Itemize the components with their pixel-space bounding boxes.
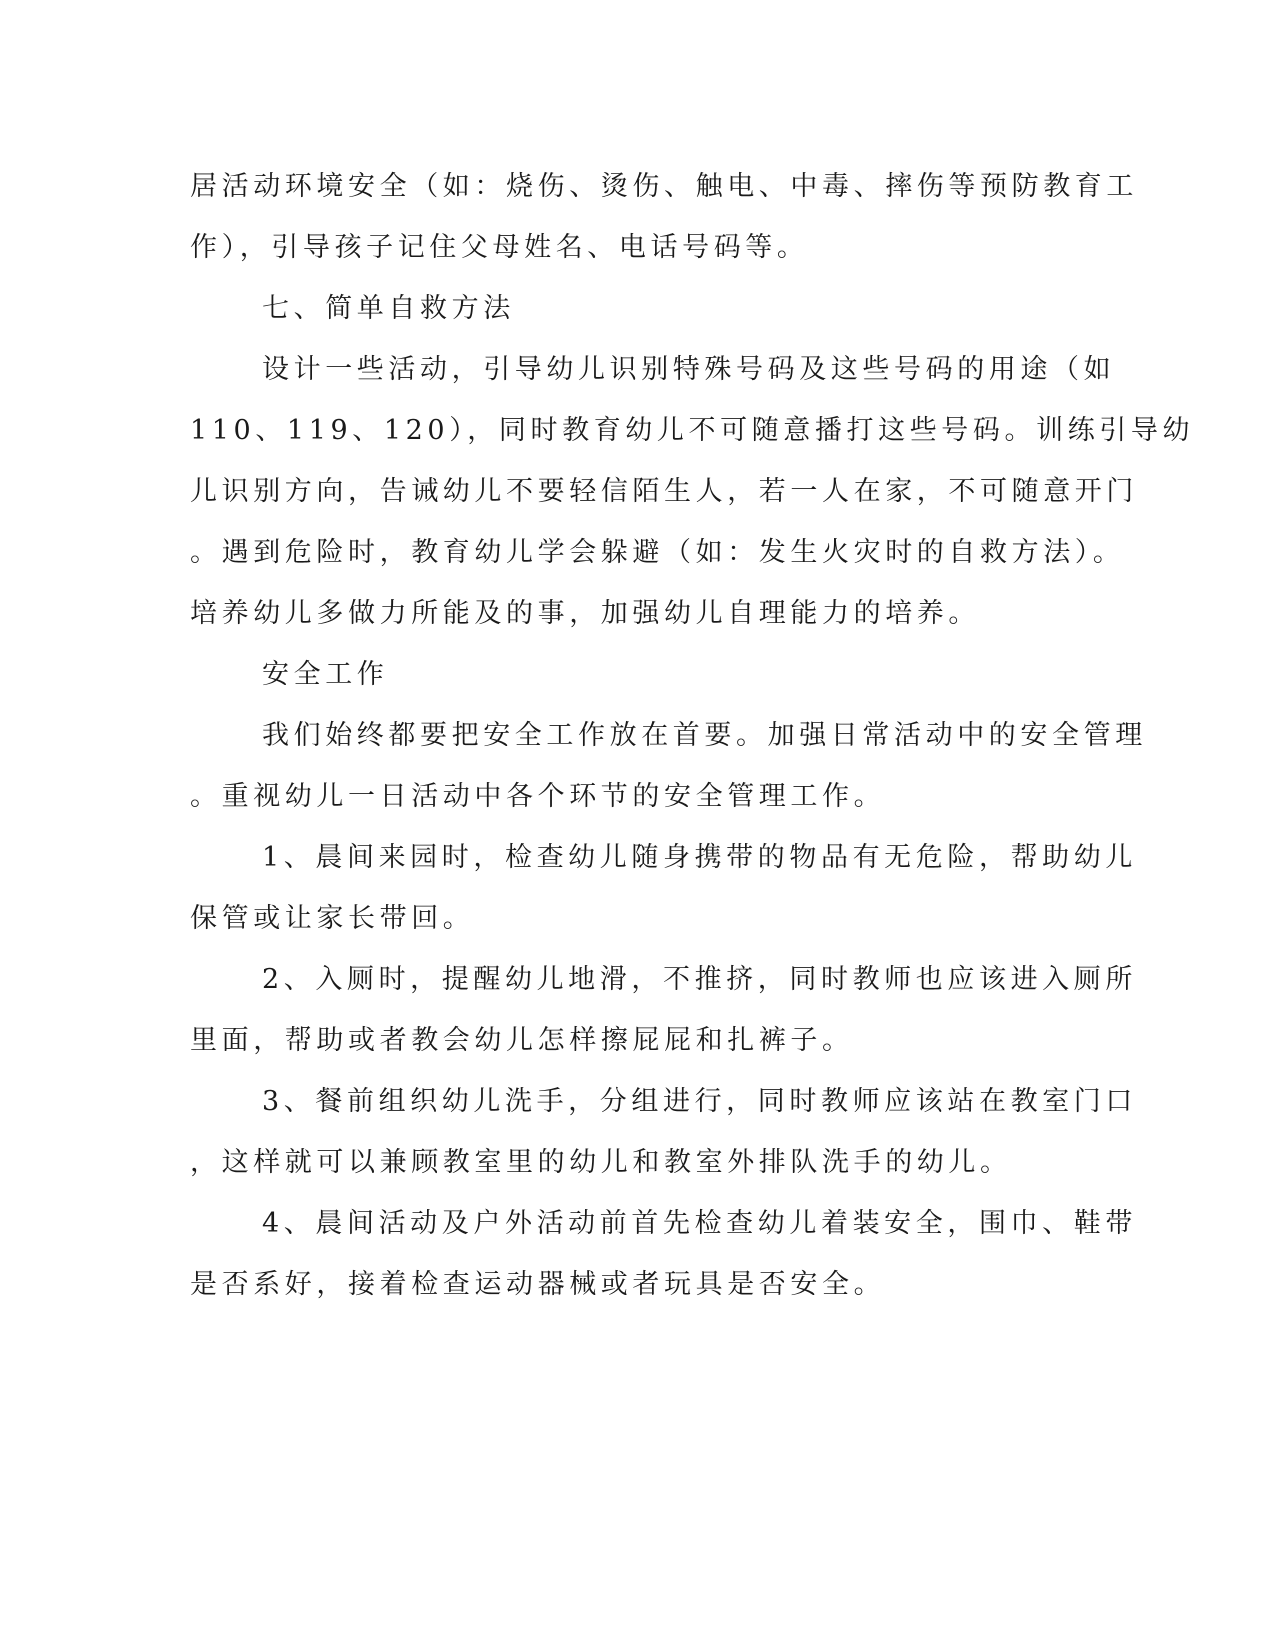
body-text — [190, 156, 1195, 1315]
text-line: 设计一些活动，引导幼儿识别特殊号码及这些号码的用途（如 — [262, 354, 1116, 385]
section-heading: 安全工作 — [262, 659, 389, 690]
text-line: 里面，帮助或者教会幼儿怎样擦屁屁和扎裤子。 — [190, 1025, 854, 1056]
list-item: 3、餐前组织幼儿洗手，分组进行，同时教师应该站在教室门口 — [262, 1086, 1137, 1117]
text-line: 110、119、120），同时教育幼儿不可随意播打这些号码。训练引导幼 — [190, 415, 1195, 446]
list-item: 2、入厕时，提醒幼儿地滑，不推挤，同时教师也应该进入厕所 — [262, 964, 1137, 995]
text-line: 保管或让家长带回。 — [190, 903, 475, 934]
text-line: 是否系好，接着检查运动器械或者玩具是否安全。 — [190, 1269, 886, 1300]
list-item: 4、晨间活动及户外活动前首先检查幼儿着装安全，围巾、鞋带 — [262, 1208, 1137, 1239]
text-line: 。遇到危险时，教育幼儿学会躲避（如：发生火灾时的自救方法）。 — [190, 537, 1125, 568]
list-item: 1、晨间来园时，检查幼儿随身携带的物品有无危险，帮助幼儿 — [262, 842, 1137, 873]
text-line: 培养幼儿多做力所能及的事，加强幼儿自理能力的培养。 — [190, 598, 980, 629]
text-line: 。重视幼儿一日活动中各个环节的安全管理工作。 — [190, 781, 886, 812]
text-line: 我们始终都要把安全工作放在首要。加强日常活动中的安全管理 — [262, 720, 1147, 751]
text-line: 居活动环境安全（如：烧伤、烫伤、触电、中毒、摔伤等预防教育工 — [190, 171, 1138, 202]
text-line: ，这样就可以兼顾教室里的幼儿和教室外排队洗手的幼儿。 — [190, 1147, 1012, 1178]
text-line: 儿识别方向，告诫幼儿不要轻信陌生人，若一人在家，不可随意开门 — [190, 476, 1138, 507]
text-line: 作），引导孩子记住父母姓名、电话号码等。 — [190, 232, 809, 263]
section-heading: 七、简单自救方法 — [262, 293, 515, 324]
